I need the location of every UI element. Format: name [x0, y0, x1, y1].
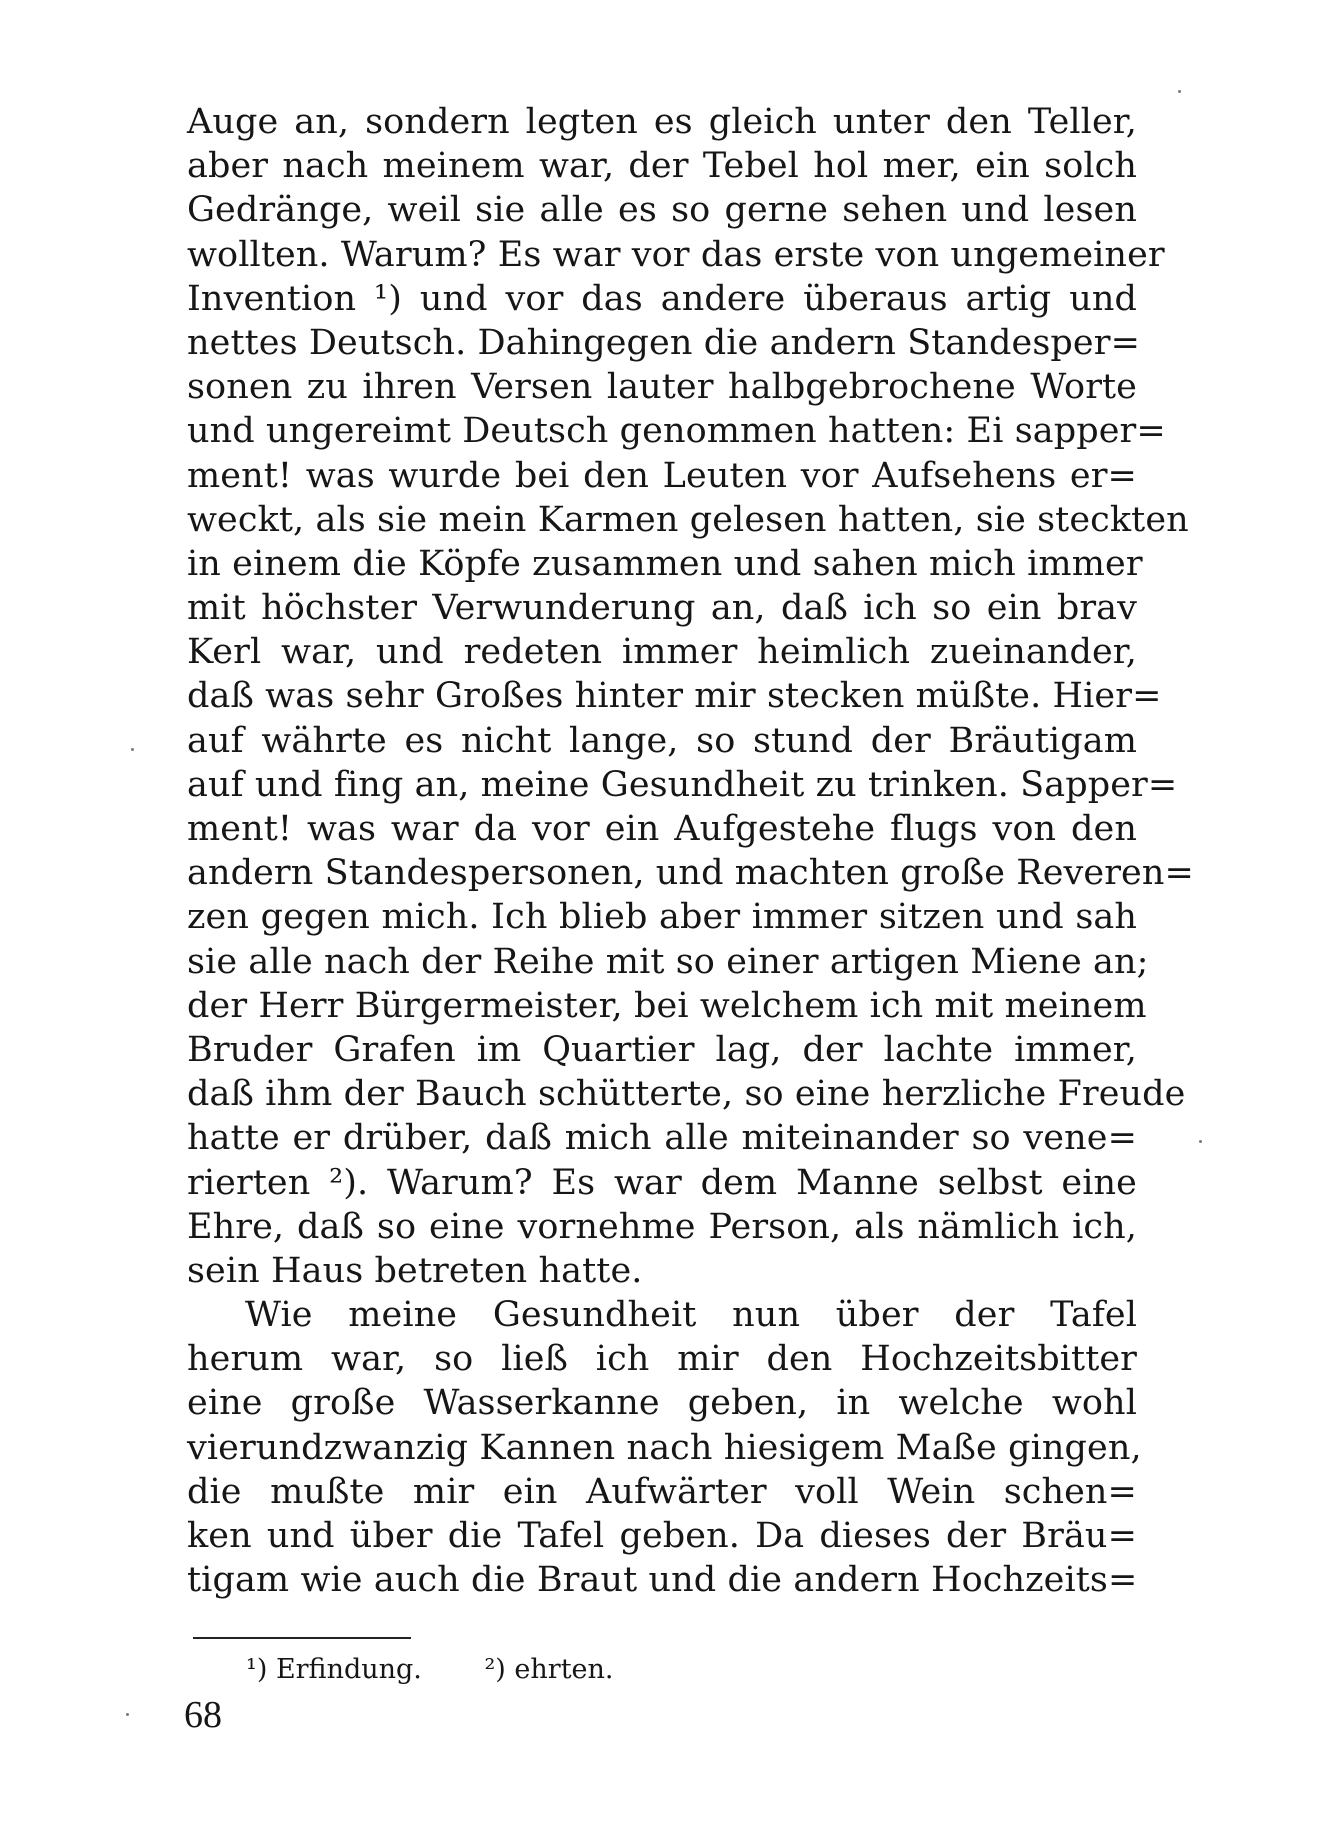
footnote-2: ²) ehrten.	[484, 1654, 614, 1685]
text-line: tigam wie auch die Braut und die andern Hochzeits=	[187, 1560, 1138, 1601]
text-line: nettes Deutsch. Dahingegen die andern Standesper=	[187, 322, 1140, 363]
footnotes	[246, 1652, 668, 1688]
text-line: der Herr Bürgermeister, bei welchem ich mit meinem	[187, 985, 1147, 1026]
paper-speck	[1178, 90, 1181, 93]
text-line: zen gegen mich. Ich blieb aber immer sitzen und sah	[187, 897, 1137, 938]
text-line: in einem die Köpfe zusammen und sahen mich immer	[187, 543, 1143, 584]
text-line: hatte er drüber, daß mich alle miteinander so vene=	[187, 1118, 1137, 1159]
text-line-paragraph-start: Wie meine Gesundheit nun über der Tafel	[245, 1295, 1137, 1336]
text-line: vierundzwanzig Kannen nach hiesigem Maße gingen,	[187, 1427, 1142, 1468]
text-line: sie alle nach der Reihe mit so einer artigen Miene an;	[187, 941, 1149, 982]
text-line: daß was sehr Großes hinter mir stecken müßte. Hier=	[187, 676, 1162, 717]
paper-speck	[126, 1713, 129, 1716]
text-line: ment! was wurde bei den Leuten vor Aufsehens er=	[187, 455, 1137, 496]
text-line: eine große Wasserkanne geben, in welche wohl	[187, 1383, 1137, 1424]
text-line: auf währte es nicht lange, so stund der Bräutigam	[187, 720, 1137, 761]
text-line: andern Standespersonen, und machten große Reveren=	[187, 853, 1194, 894]
text-line: sonen zu ihren Versen lauter halbgebrochene Worte	[187, 367, 1137, 408]
text-line: die mußte mir ein Aufwärter voll Wein schen=	[187, 1471, 1137, 1512]
text-line: herum war, so ließ ich mir den Hochzeitsbitter	[187, 1339, 1137, 1380]
text-line: ken und über die Tafel geben. Da dieses der Bräu=	[187, 1516, 1137, 1556]
paper-speck	[1199, 1140, 1202, 1143]
text-line: ment! was war da vor ein Aufgestehe flugs von den	[187, 809, 1137, 849]
text-line: und ungereimt Deutsch genommen hatten: Ei sapper=	[187, 411, 1166, 452]
text-line: daß ihm der Bauch schütterte, so eine herzliche Freude	[187, 1074, 1186, 1115]
text-line: wollten. Warum? Es war vor das erste von ungemeiner	[187, 234, 1165, 275]
body-text	[187, 100, 1194, 1602]
text-line: Auge an, sondern legten es gleich unter den Teller,	[187, 102, 1137, 142]
text-line: rierten ²). Warum? Es war dem Manne selbst eine	[187, 1162, 1137, 1203]
footnote-1: ¹) Erfindung.	[246, 1654, 422, 1685]
text-line: Bruder Grafen im Quartier lag, der lachte immer,	[187, 1029, 1137, 1070]
text-line: mit höchster Verwunderung an, daß ich so ein brav	[187, 588, 1137, 629]
footnote-divider	[193, 1637, 411, 1639]
paper-speck	[131, 748, 134, 751]
text-line: auf und fing an, meine Gesundheit zu trinken. Sapper=	[187, 764, 1178, 805]
text-line: weckt, als sie mein Karmen gelesen hatten, sie steckten	[187, 499, 1189, 540]
text-line: Gedränge, weil sie alle es so gerne sehen und lesen	[187, 190, 1137, 231]
text-line: Ehre, daß so eine vornehme Person, als nämlich ich,	[187, 1206, 1137, 1247]
page-number: 68	[184, 1694, 222, 1736]
text-line: Kerl war, und redeten immer heimlich zueinander,	[187, 632, 1137, 673]
text-line: aber nach meinem war, der Tebel hol mer, ein solch	[187, 146, 1137, 187]
text-line: Invention ¹) und vor das andere überaus artig und	[187, 278, 1137, 319]
text-line-paragraph-end: sein Haus betreten hatte.	[187, 1250, 643, 1291]
